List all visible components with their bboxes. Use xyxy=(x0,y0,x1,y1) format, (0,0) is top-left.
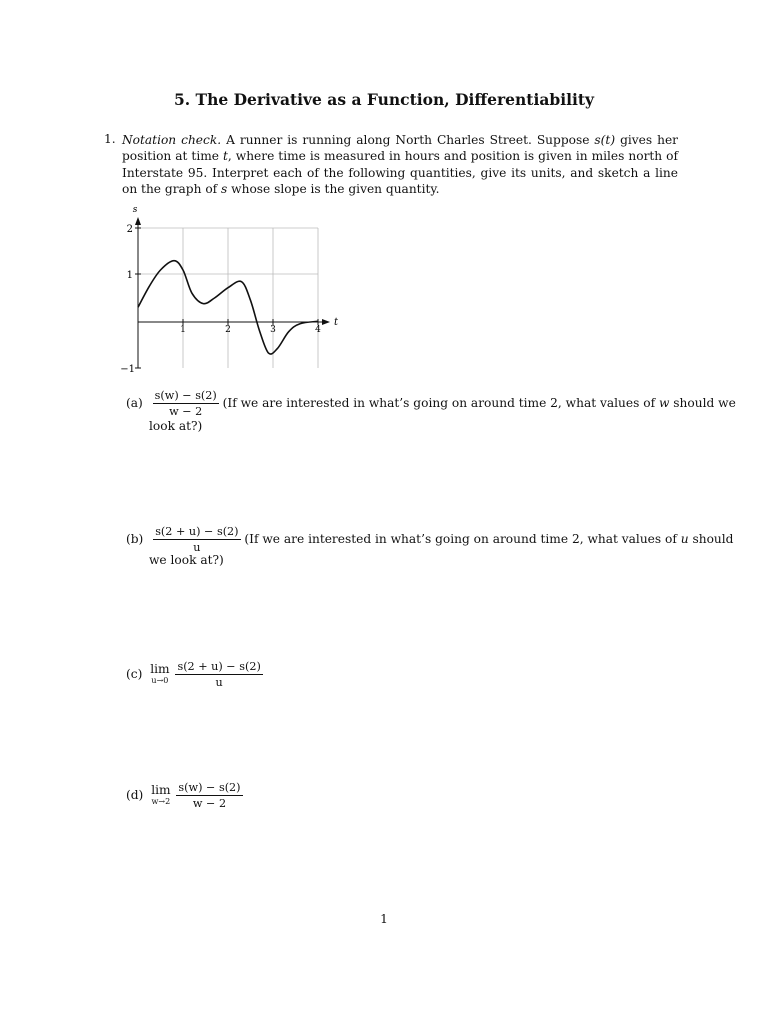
part-a-label: (a) xyxy=(126,396,143,410)
part-d-fraction xyxy=(176,781,242,810)
part-d-denominator: w − 2 xyxy=(192,797,227,810)
part-d-label: (d) xyxy=(126,788,144,802)
var-s: s xyxy=(221,181,228,196)
x-axis-label: t xyxy=(334,317,339,328)
part-d-numerator: s(w) − s(2) xyxy=(178,781,241,794)
part-b-note-2: should xyxy=(688,532,734,546)
s-of-t: s(t) xyxy=(594,133,616,147)
y-axis-arrow xyxy=(135,217,141,225)
problem-text-4: whose slope is the given quantity. xyxy=(227,181,440,196)
problem-text-3: , where time is measured in hours and position is given in miles north of Interstate 95. Interpret each of the following quantities, give its units, and sketch a line on the graph of xyxy=(122,149,678,196)
part-a-note-cont: look at?) xyxy=(149,419,203,433)
part-c-denominator: u xyxy=(215,676,223,689)
part-c-lim-sub: u→0 xyxy=(151,675,169,685)
part-a-note-2: should we xyxy=(669,396,736,410)
y-tick-label-2: 2 xyxy=(126,224,133,235)
part-b-var: u xyxy=(680,532,689,546)
part-d-limit xyxy=(151,782,171,807)
part-b-numerator: s(2 + u) − s(2) xyxy=(155,525,239,538)
problem-heading: Notation check. xyxy=(122,133,222,147)
part-a xyxy=(126,389,736,418)
part-a-numerator: s(w) − s(2) xyxy=(154,389,217,402)
part-c-lim: lim xyxy=(150,661,170,676)
var-t: t xyxy=(223,149,228,164)
part-c-limit xyxy=(150,661,170,686)
x-tick-label-3: 3 xyxy=(270,325,276,335)
part-b-denominator: u xyxy=(193,541,201,554)
y-axis-label: s xyxy=(132,205,138,215)
part-c-label: (c) xyxy=(126,667,143,681)
part-d-lim: lim xyxy=(151,782,171,797)
part-a-note-1: (If we are interested in what’s going on around time 2, what values of xyxy=(222,396,659,410)
x-tick-label-4: 4 xyxy=(315,325,321,335)
part-a-fraction xyxy=(153,389,219,418)
part-b xyxy=(126,525,733,554)
part-c-numerator: s(2 + u) − s(2) xyxy=(177,660,261,673)
part-a-denominator: w − 2 xyxy=(169,405,203,418)
x-tick-label-1: 1 xyxy=(180,325,186,335)
part-d-lim-sub: w→2 xyxy=(151,796,171,806)
problem-number: 1. xyxy=(104,132,116,146)
y-tick-label-neg1: −1 xyxy=(120,364,135,375)
problem-text-2: gives her position at time xyxy=(122,133,678,164)
problem-statement xyxy=(122,132,678,197)
page-number: 1 xyxy=(380,912,388,926)
part-a-note xyxy=(223,396,736,410)
part-b-note xyxy=(244,532,733,546)
y-tick-label-1: 1 xyxy=(126,270,133,281)
part-b-note-1: (If we are interested in what’s going on around time 2, what values of xyxy=(244,532,681,546)
part-b-note-cont: we look at?) xyxy=(149,553,224,567)
part-c-fraction xyxy=(175,660,262,689)
x-axis-arrow xyxy=(322,319,330,325)
x-tick-label-2: 2 xyxy=(225,325,231,335)
part-b-fraction xyxy=(153,525,240,554)
grid xyxy=(138,228,318,368)
part-c xyxy=(126,660,263,689)
part-a-var: w xyxy=(658,396,670,410)
page-title: 5. The Derivative as a Function, Differentiability xyxy=(173,90,595,109)
problem-text-1: A runner is running along North Charles Street. Suppose xyxy=(221,133,595,147)
part-b-label: (b) xyxy=(126,532,144,546)
position-graph xyxy=(118,204,348,376)
part-d xyxy=(126,781,243,810)
